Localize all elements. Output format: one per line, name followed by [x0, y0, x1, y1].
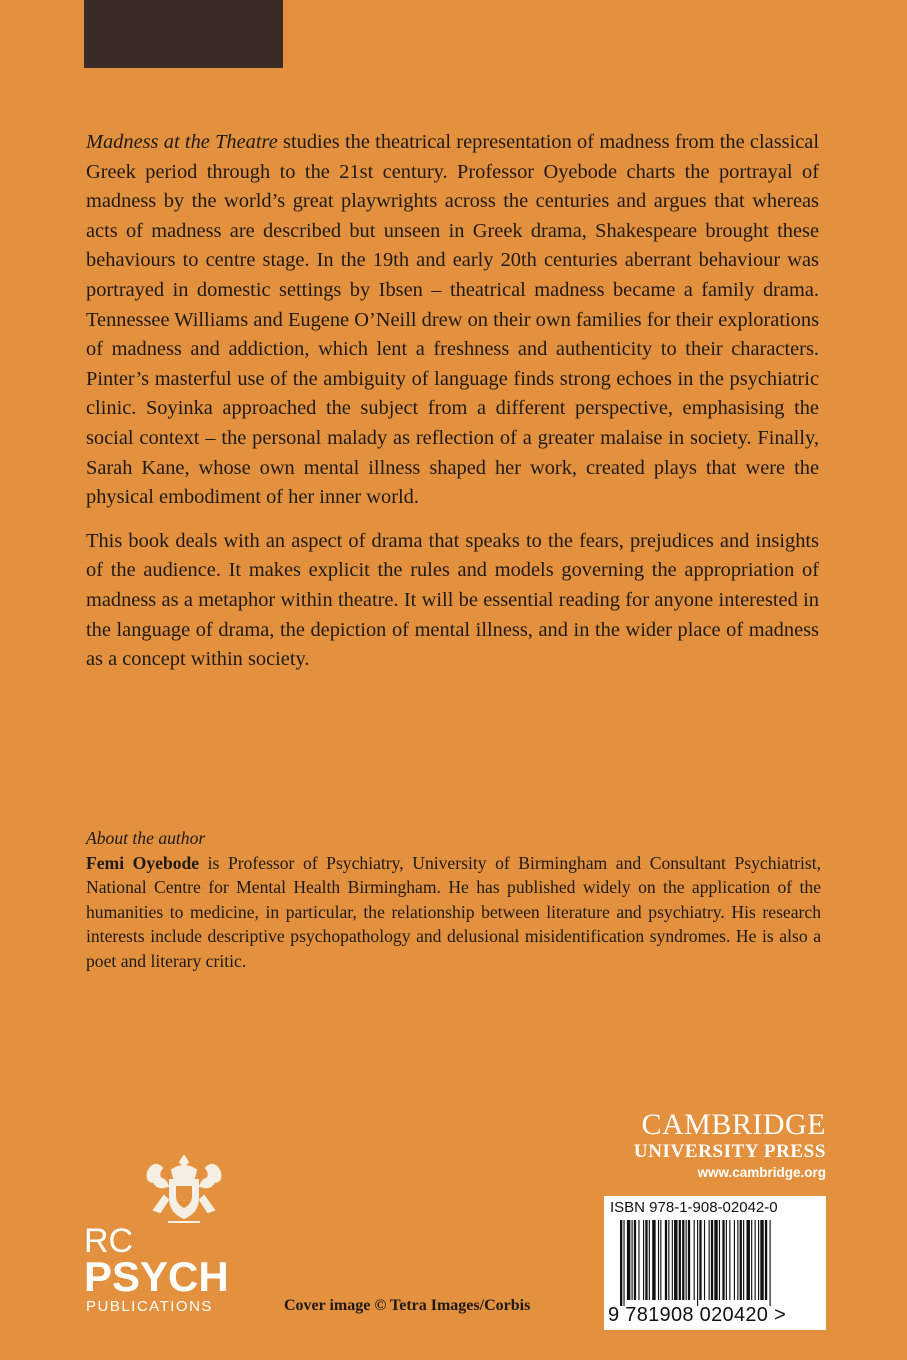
book-title-italic: Madness at the Theatre — [86, 131, 278, 153]
barcode-bar — [751, 1220, 752, 1300]
barcode-bar — [734, 1220, 735, 1300]
top-dark-block — [84, 0, 283, 68]
barcode-bar — [697, 1220, 698, 1306]
barcode-bar — [638, 1220, 639, 1300]
barcode-digits: 9 781908 020420 > — [608, 1304, 787, 1326]
barcode-bar — [665, 1220, 667, 1300]
barcode-bar — [645, 1220, 647, 1300]
barcode-bar — [694, 1220, 695, 1300]
barcode-bar — [743, 1220, 744, 1300]
barcode-bar — [755, 1220, 756, 1300]
barcode-bar — [737, 1220, 738, 1300]
barcode-bar — [652, 1220, 655, 1300]
about-author-section — [86, 826, 821, 973]
publications-text: PUBLICATIONS — [86, 1298, 213, 1315]
psych-text: PSYCH — [84, 1253, 229, 1300]
barcode-bar — [699, 1220, 701, 1300]
barcode-bar — [674, 1220, 677, 1300]
barcode-bar — [660, 1220, 661, 1300]
publisher-url: www.cambridge.org — [697, 1165, 826, 1180]
publisher-name: CAMBRIDGE — [641, 1108, 826, 1141]
barcode-bar — [668, 1220, 669, 1300]
barcode-bar — [679, 1220, 681, 1300]
publisher-press: UNIVERSITY PRESS — [633, 1141, 826, 1162]
barcode-bar — [711, 1220, 713, 1300]
barcode-bar — [760, 1220, 763, 1300]
barcode-bar — [770, 1220, 771, 1306]
barcode-box — [604, 1196, 826, 1330]
barcode-bar — [643, 1220, 644, 1300]
publisher-logo — [604, 1109, 826, 1183]
barcode-bar — [682, 1220, 684, 1300]
barcode-bar — [719, 1220, 720, 1300]
barcode-bar — [714, 1220, 717, 1300]
barcode-bar — [632, 1220, 633, 1300]
barcode-bar — [722, 1220, 724, 1300]
barcode-bar — [758, 1220, 759, 1300]
about-author-heading: About the author — [86, 828, 206, 848]
barcode-bar — [649, 1220, 650, 1300]
blurb-paragraph-2: This book deals with an aspect of drama that speaks to the fears, prejudices and insights of the audience. It makes explicit the rules and models governing the appropriation of madness as a metaphor within theatre. It will be essential reading for anyone interested in the language of drama, the depiction of mental illness, and in the wider place of madness as a concept within society. — [86, 529, 819, 671]
crest-icon — [142, 1152, 226, 1228]
barcode-bar — [729, 1220, 730, 1300]
author-bio: is Professor of Psychiatry, University of Birmingham and Consultant Psychiatrist, National Centre for Mental Health Birmingham. He has published widely on the application of the humanities to medicine, in particular, the relationship between literature and psychiatry. His research interests include descriptive psychopathology and delusional misidentification syndromes. He is also a poet and literary critic. — [86, 852, 821, 971]
barcode-bar — [740, 1220, 742, 1300]
barcode-bar — [704, 1220, 705, 1300]
barcode-bar — [627, 1220, 630, 1300]
isbn-label: ISBN 978-1-908-02042-0 — [610, 1199, 778, 1216]
rc-text: RC — [84, 1222, 134, 1260]
barcode-bar — [747, 1220, 750, 1300]
author-name: Femi Oyebode — [86, 852, 200, 873]
barcode-bar — [688, 1220, 690, 1300]
cover-image-credit: Cover image © Tetra Images/Corbis — [284, 1297, 531, 1314]
barcode-bar — [672, 1220, 673, 1300]
rcpsych-logo — [84, 1152, 304, 1322]
blurb-paragraph-1 — [86, 128, 819, 513]
barcode-bar — [623, 1220, 624, 1306]
barcode-bar — [686, 1220, 687, 1300]
barcode-bar — [765, 1220, 767, 1300]
barcode-bar — [709, 1220, 710, 1300]
blurb-paragraph-1-text: studies the theatrical representation of madness from the classical Greek period through to the 21st century. Professor Oyebode charts the portrayal of madness by the world’s great playwrights across the centuries and argues that whereas acts of madness are described but unseen in Greek drama, Shakespeare brought these behaviours to centre stage. In the 19th and early 20th centuries aberrant behaviour was portrayed in domestic settings by Ibsen – theatrical madness became a family drama. Tennessee Williams and Eugene O’Neill drew on their own families for their explorations of madness and addiction, which lent a freshness and authenticity to their characters. Pinter’s masterful use of the ambiguity of language finds strong echoes in the psychiatric clinic. Soyinka approached the subject from a different perspective, emphasising the social context – the personal malady as reflection of a greater malaise in society. Finally, Sarah Kane, whose own mental illness shaped her work, created plays that were the physical embodiment of her inner world. — [86, 131, 819, 509]
barcode-bar — [620, 1220, 622, 1306]
barcode-bar — [658, 1220, 659, 1300]
blurb-text — [86, 128, 819, 675]
barcode-bar — [726, 1220, 727, 1300]
barcode-bar — [634, 1220, 636, 1300]
